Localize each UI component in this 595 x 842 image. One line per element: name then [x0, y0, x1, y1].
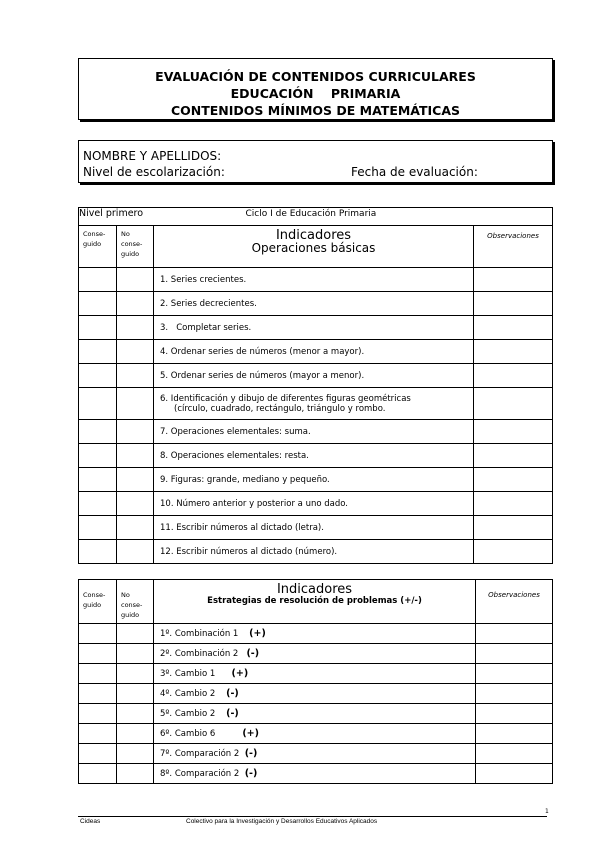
check-no-conseguido[interactable]	[117, 540, 154, 564]
indicators-header	[154, 226, 474, 268]
observaciones-cell[interactable]	[474, 268, 553, 292]
problem-solving-table	[78, 579, 553, 784]
indicator-item: 4. Ordenar series de números (menor a mayor).	[154, 340, 474, 364]
indicator-item: 3. Completar series.	[154, 316, 474, 340]
observaciones-cell[interactable]	[476, 724, 553, 744]
indicator-item: 11. Escribir números al dictado (letra).	[154, 516, 474, 540]
observaciones-cell[interactable]	[474, 444, 553, 468]
indicators-header	[154, 580, 476, 624]
strategy-item	[154, 624, 476, 644]
indicator-item: 12. Escribir números al dictado (número).	[154, 540, 474, 564]
strategy-sign: (-)	[244, 748, 258, 759]
check-no-conseguido[interactable]	[117, 340, 154, 364]
basic-operations-table	[78, 207, 553, 564]
check-conseguido[interactable]	[79, 492, 117, 516]
check-conseguido[interactable]	[79, 420, 117, 444]
title-line-3: CONTENIDOS MÍNIMOS DE MATEMÁTICAS	[170, 103, 461, 118]
observaciones-cell[interactable]	[474, 420, 553, 444]
strategy-item	[154, 684, 476, 704]
indicator-item: 9. Figuras: grande, mediano y pequeño.	[154, 468, 474, 492]
check-conseguido[interactable]	[79, 364, 117, 388]
indicator-item: 7. Operaciones elementales: suma.	[154, 420, 474, 444]
observaciones-cell[interactable]	[474, 316, 553, 340]
col-conseguido: Conse- guido	[79, 226, 117, 268]
strategy-text: 6º. Cambio 6	[160, 729, 216, 739]
check-no-conseguido[interactable]	[117, 364, 154, 388]
check-conseguido[interactable]	[79, 704, 117, 724]
check-conseguido[interactable]	[79, 388, 117, 420]
observaciones-cell[interactable]	[476, 684, 553, 704]
strategy-text: 7º. Comparación 2	[160, 749, 240, 759]
check-no-conseguido[interactable]	[117, 316, 154, 340]
name-label: NOMBRE Y APELLIDOS:	[83, 149, 222, 163]
check-conseguido[interactable]	[79, 664, 117, 684]
strategy-text: 5º. Cambio 2	[160, 709, 216, 719]
check-no-conseguido[interactable]	[117, 516, 154, 540]
indicator-item: 1. Series crecientes.	[154, 268, 474, 292]
strategy-sign: (+)	[249, 628, 266, 639]
col-no-conseguido: No conse- guido	[117, 580, 154, 624]
indicators-title: Indicadores	[276, 582, 353, 597]
col-no-conseguido: No conse- guido	[117, 226, 154, 268]
footer-divider	[78, 816, 547, 817]
indicators-subtitle: Estrategias de resolución de problemas (+/-)	[207, 596, 422, 606]
check-no-conseguido[interactable]	[117, 704, 154, 724]
strategy-sign: (+)	[242, 728, 259, 739]
cycle-cell	[154, 208, 553, 226]
cycle-text: Ciclo I de Educación Primaria	[245, 209, 377, 219]
check-no-conseguido[interactable]	[117, 420, 154, 444]
observaciones-cell[interactable]	[476, 764, 553, 784]
strategy-item	[154, 704, 476, 724]
check-conseguido[interactable]	[79, 644, 117, 664]
strategy-sign: (-)	[244, 768, 258, 779]
strategy-sign: (+)	[231, 668, 249, 679]
col-observaciones: Observaciones	[474, 226, 553, 268]
check-conseguido[interactable]	[79, 724, 117, 744]
indicator-item: 8. Operaciones elementales: resta.	[154, 444, 474, 468]
footer-organization-short: Cideas	[80, 818, 101, 825]
observaciones-cell[interactable]	[476, 644, 553, 664]
check-no-conseguido[interactable]	[117, 624, 154, 644]
strategy-text: 4º. Cambio 2	[160, 689, 216, 699]
observaciones-cell[interactable]	[474, 340, 553, 364]
title-line-2: EDUCACIÓN PRIMARIA	[230, 86, 401, 101]
observaciones-cell[interactable]	[476, 744, 553, 764]
page-number: 1	[545, 808, 549, 815]
observaciones-cell[interactable]	[476, 704, 553, 724]
footer-organization-full: Colectivo para la Investigación y Desarrollos Educativos Aplicados	[186, 818, 378, 825]
check-no-conseguido[interactable]	[117, 388, 154, 420]
strategy-item	[154, 664, 476, 684]
strategy-text: 1º. Combinación 1	[160, 629, 239, 639]
check-no-conseguido[interactable]	[117, 664, 154, 684]
strategy-sign: (-)	[226, 708, 239, 719]
col-conseguido: Conse- guido	[79, 580, 117, 624]
check-conseguido[interactable]	[79, 624, 117, 644]
item-6-line-2: (círculo, cuadrado, rectángulo, triángulo y rombo.	[174, 403, 386, 414]
student-info-box	[78, 140, 553, 183]
check-no-conseguido[interactable]	[117, 468, 154, 492]
observaciones-cell[interactable]	[476, 664, 553, 684]
check-no-conseguido[interactable]	[117, 492, 154, 516]
strategy-item	[154, 744, 476, 764]
strategy-sign: (-)	[246, 648, 260, 659]
check-no-conseguido[interactable]	[117, 724, 154, 744]
check-conseguido[interactable]	[79, 684, 117, 704]
check-no-conseguido[interactable]	[117, 268, 154, 292]
title-line-1: EVALUACIÓN DE CONTENIDOS CURRICULARES	[155, 69, 476, 84]
check-conseguido[interactable]	[79, 468, 117, 492]
check-conseguido[interactable]	[79, 540, 117, 564]
item-6-line-1: 6. Identificación y dibujo de diferentes figuras geométricas	[160, 393, 411, 404]
document-title-box	[78, 58, 553, 120]
strategy-text: 8º. Comparación 2	[160, 769, 240, 779]
observaciones-cell[interactable]	[474, 468, 553, 492]
strategy-item	[154, 764, 476, 784]
indicator-item: 5. Ordenar series de números (mayor a menor).	[154, 364, 474, 388]
check-no-conseguido[interactable]	[117, 684, 154, 704]
observaciones-cell[interactable]	[474, 292, 553, 316]
level-cell: Nivel primero	[79, 208, 154, 226]
strategy-text: 2º. Combinación 2	[160, 649, 239, 659]
observaciones-cell[interactable]	[476, 624, 553, 644]
check-no-conseguido[interactable]	[117, 292, 154, 316]
observaciones-cell[interactable]	[474, 540, 553, 564]
check-no-conseguido[interactable]	[117, 644, 154, 664]
indicator-item: 10. Número anterior y posterior a uno dado.	[154, 492, 474, 516]
strategy-sign: (-)	[226, 688, 239, 699]
check-conseguido[interactable]	[79, 340, 117, 364]
observaciones-cell[interactable]	[474, 364, 553, 388]
observaciones-cell[interactable]	[474, 388, 553, 420]
check-conseguido[interactable]	[79, 316, 117, 340]
check-conseguido[interactable]	[79, 764, 117, 784]
check-no-conseguido[interactable]	[117, 444, 154, 468]
check-conseguido[interactable]	[79, 268, 117, 292]
observaciones-cell[interactable]	[474, 492, 553, 516]
strategy-text: 3º. Cambio 1	[160, 669, 216, 679]
observaciones-cell[interactable]	[474, 516, 553, 540]
indicators-title: Indicadores	[275, 228, 352, 243]
date-label: Fecha de evaluación:	[351, 165, 478, 179]
strategy-item	[154, 644, 476, 664]
check-conseguido[interactable]	[79, 744, 117, 764]
check-no-conseguido[interactable]	[117, 764, 154, 784]
check-conseguido[interactable]	[79, 444, 117, 468]
indicator-item: 2. Series decrecientes.	[154, 292, 474, 316]
check-conseguido[interactable]	[79, 516, 117, 540]
indicators-subtitle: Operaciones básicas	[251, 241, 376, 255]
check-no-conseguido[interactable]	[117, 744, 154, 764]
col-observaciones: Observaciones	[476, 580, 553, 624]
level-label: Nivel de escolarización:	[83, 165, 225, 179]
indicator-item	[154, 388, 474, 420]
strategy-item	[154, 724, 476, 744]
check-conseguido[interactable]	[79, 292, 117, 316]
